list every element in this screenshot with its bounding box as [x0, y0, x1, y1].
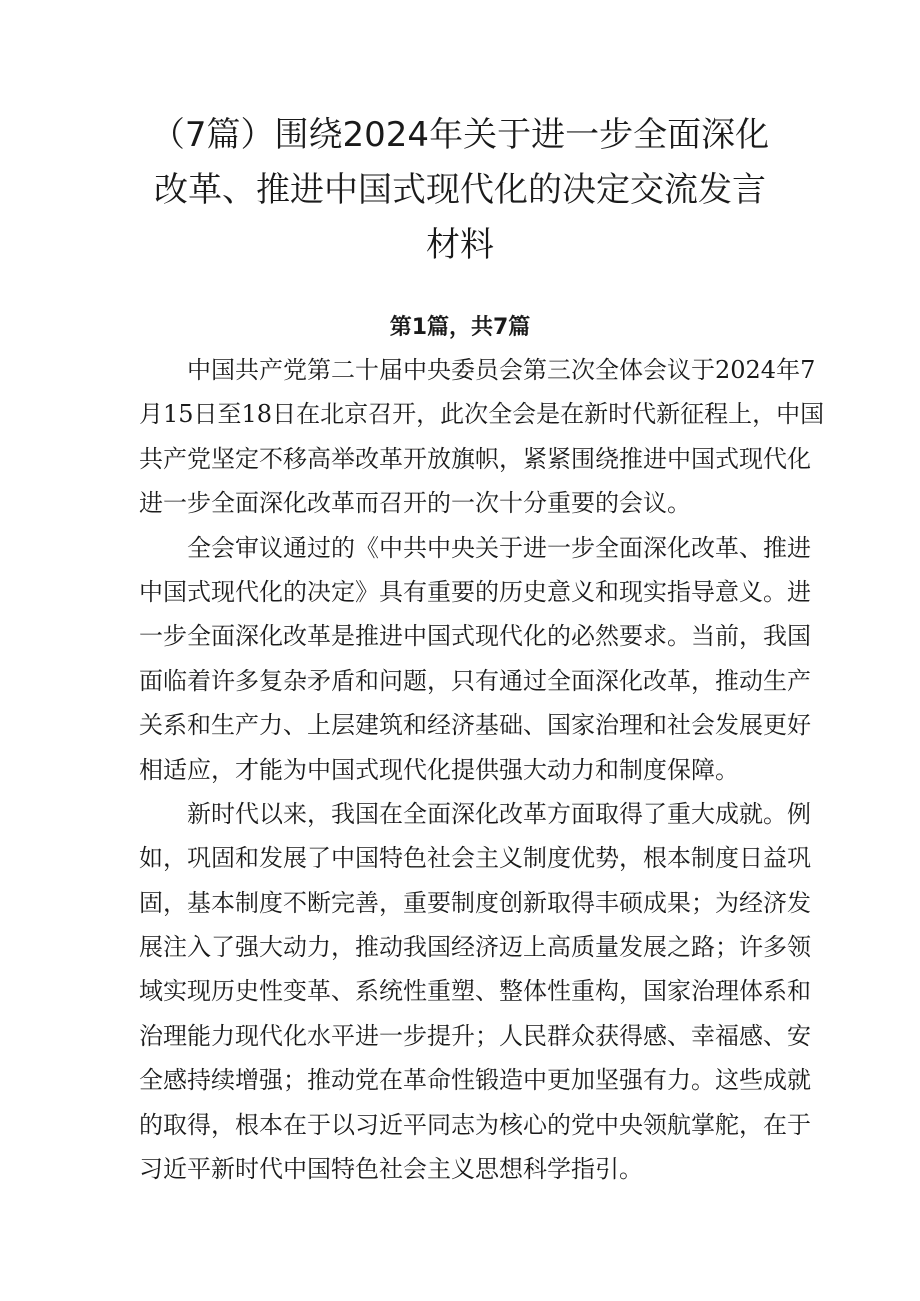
paragraph-line: 习近平新时代中国特色社会主义思想科学指引。	[139, 1155, 643, 1184]
paragraph-line: 中国式现代化的决定》具有重要的历史意义和现实指导意义。进	[139, 577, 811, 606]
paragraph-line: 中国共产党第二十届中央委员会第三次全体会议于2024年7	[187, 356, 816, 384]
paragraph-line: 面临着许多复杂矛盾和问题，只有通过全面深化改革，推动生产	[139, 666, 811, 695]
paragraph-line: 治理能力现代化水平进一步提升；人民群众获得感、幸福感、安	[139, 1021, 811, 1050]
paragraph-line: 共产党坚定不移高举改革开放旗帜，紧紧围绕推进中国式现代化	[139, 444, 811, 473]
paragraph-line: 域实现历史性变革、系统性重塑、整体性重构，国家治理体系和	[139, 977, 811, 1006]
title-line: （7篇）围绕2024年关于进一步全面深化	[150, 115, 770, 155]
paragraph-line: 展注入了强大动力，推动我国经济迈上高质量发展之路；许多领	[139, 933, 811, 962]
title-line: 改革、推进中国式现代化的决定交流发言	[154, 170, 766, 210]
paragraph	[139, 792, 811, 1192]
document-title	[120, 108, 800, 273]
title-line: 材料	[426, 225, 494, 265]
paragraph-line: 全感持续增强；推动党在革命性锻造中更加坚强有力。这些成就	[139, 1066, 811, 1095]
paragraph-line: 固，基本制度不断完善，重要制度创新取得丰硕成果；为经济发	[139, 888, 811, 917]
paragraph-line: 相适应，才能为中国式现代化提供强大动力和制度保障。	[139, 755, 739, 784]
paragraph-line: 新时代以来，我国在全面深化改革方面取得了重大成就。例	[187, 799, 811, 828]
document-body	[139, 348, 825, 1191]
paragraph	[139, 526, 811, 792]
paragraph-line: 全会审议通过的《中共中央关于进一步全面深化改革、推进	[187, 533, 811, 562]
section-subtitle: 第1篇，共7篇	[389, 315, 531, 340]
paragraph-line: 月15日至18日在北京召开，此次全会是在新时代新征程上，中国	[139, 400, 825, 429]
paragraph-line: 一步全面深化改革是推进中国式现代化的必然要求。当前，我国	[139, 622, 811, 651]
paragraph-line: 的取得，根本在于以习近平同志为核心的党中央领航掌舵，在于	[139, 1110, 811, 1139]
paragraph-line: 如，巩固和发展了中国特色社会主义制度优势，根本制度日益巩	[139, 844, 811, 873]
paragraph	[139, 348, 825, 526]
paragraph-line: 进一步全面深化改革而召开的一次十分重要的会议。	[139, 489, 691, 518]
paragraph-line: 关系和生产力、上层建筑和经济基础、国家治理和社会发展更好	[139, 711, 811, 740]
